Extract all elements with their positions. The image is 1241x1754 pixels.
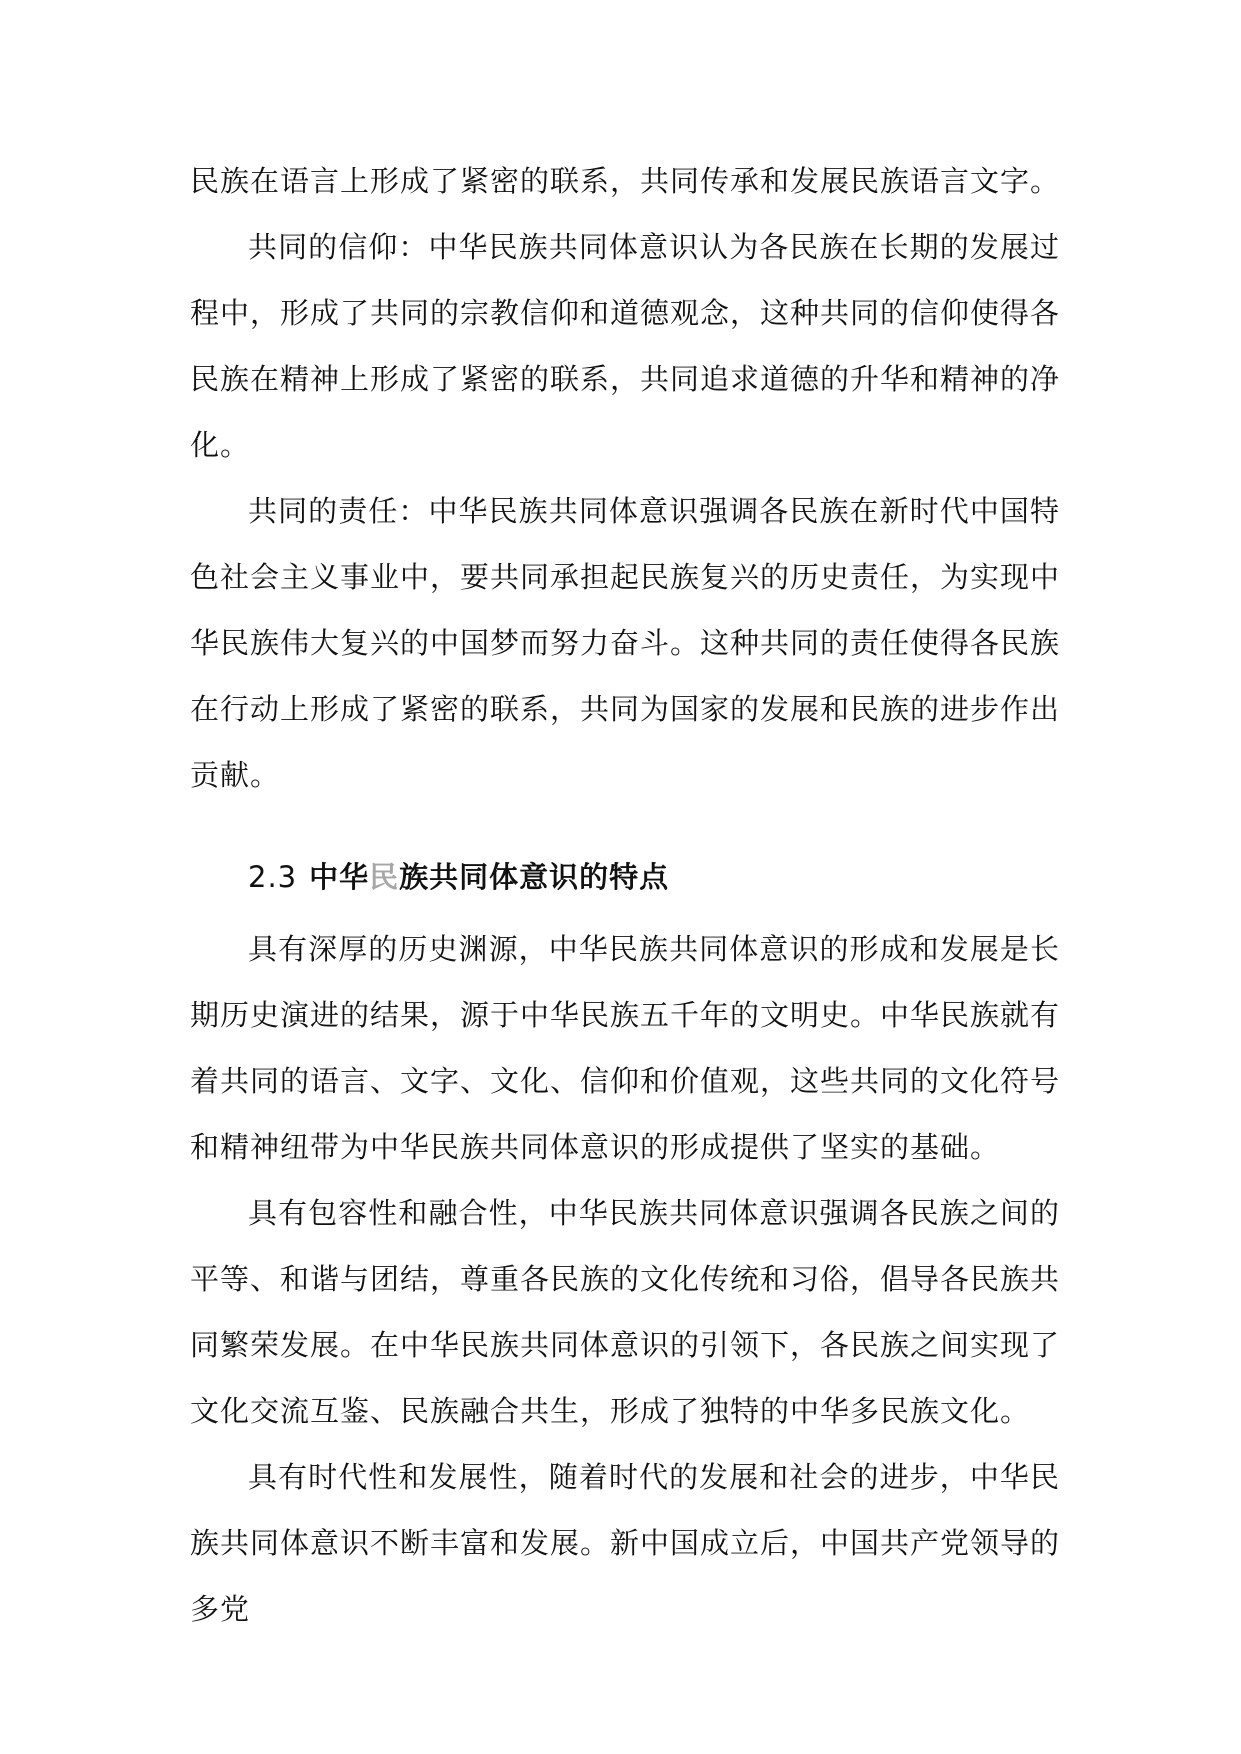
section-number: 2.3: [248, 860, 298, 894]
paragraph-inclusiveness: 具有包容性和融合性，中华民族共同体意识强调各民族之间的平等、和谐与团结，尊重各民族的文化传统和习俗，倡导各民族共同繁荣发展。在中华民族共同体意识的引领下，各民族之间实现了文化交流互鉴、民族融合共生，形成了独特的中华多民族文化。: [190, 1196, 1061, 1428]
section-heading: [190, 844, 1060, 910]
section-title-faint-char: 民: [369, 860, 400, 894]
paragraph-era-development: 具有时代性和发展性，随着时代的发展和社会的进步，中华民族共同体意识不断丰富和发展。新中国成立后，中国共产党领导的多党: [190, 1460, 1061, 1626]
section-title-part1: 中华: [309, 860, 370, 894]
document-page: [190, 148, 1060, 1642]
paragraph-common-belief: 共同的信仰：中华民族共同体意识认为各民族在长期的发展过程中，形成了共同的宗教信仰和道德观念，这种共同的信仰使得各民族在精神上形成了紧密的联系，共同追求道德的升华和精神的净化。: [190, 230, 1061, 462]
paragraph-common-responsibility: 共同的责任：中华民族共同体意识强调各民族在新时代中国特色社会主义事业中，要共同承担起民族复兴的历史责任，为实现中华民族伟大复兴的中国梦而努力奋斗。这种共同的责任使得各民族在行动上形成了紧密的联系，共同为国家的发展和民族的进步作出贡献。: [190, 494, 1061, 792]
paragraph-historical-origin: 具有深厚的历史渊源，中华民族共同体意识的形成和发展是长期历史演进的结果，源于中华民族五千年的文明史。中华民族就有着共同的语言、文字、文化、信仰和价值观，这些共同的文化符号和精神纽带为中华民族共同体意识的形成提供了坚实的基础。: [190, 932, 1061, 1164]
section-title-part2: 族共同体意识的特点: [399, 860, 670, 894]
paragraph-language: 民族在语言上形成了紧密的联系，共同传承和发展民族语言文字。: [190, 164, 1061, 198]
